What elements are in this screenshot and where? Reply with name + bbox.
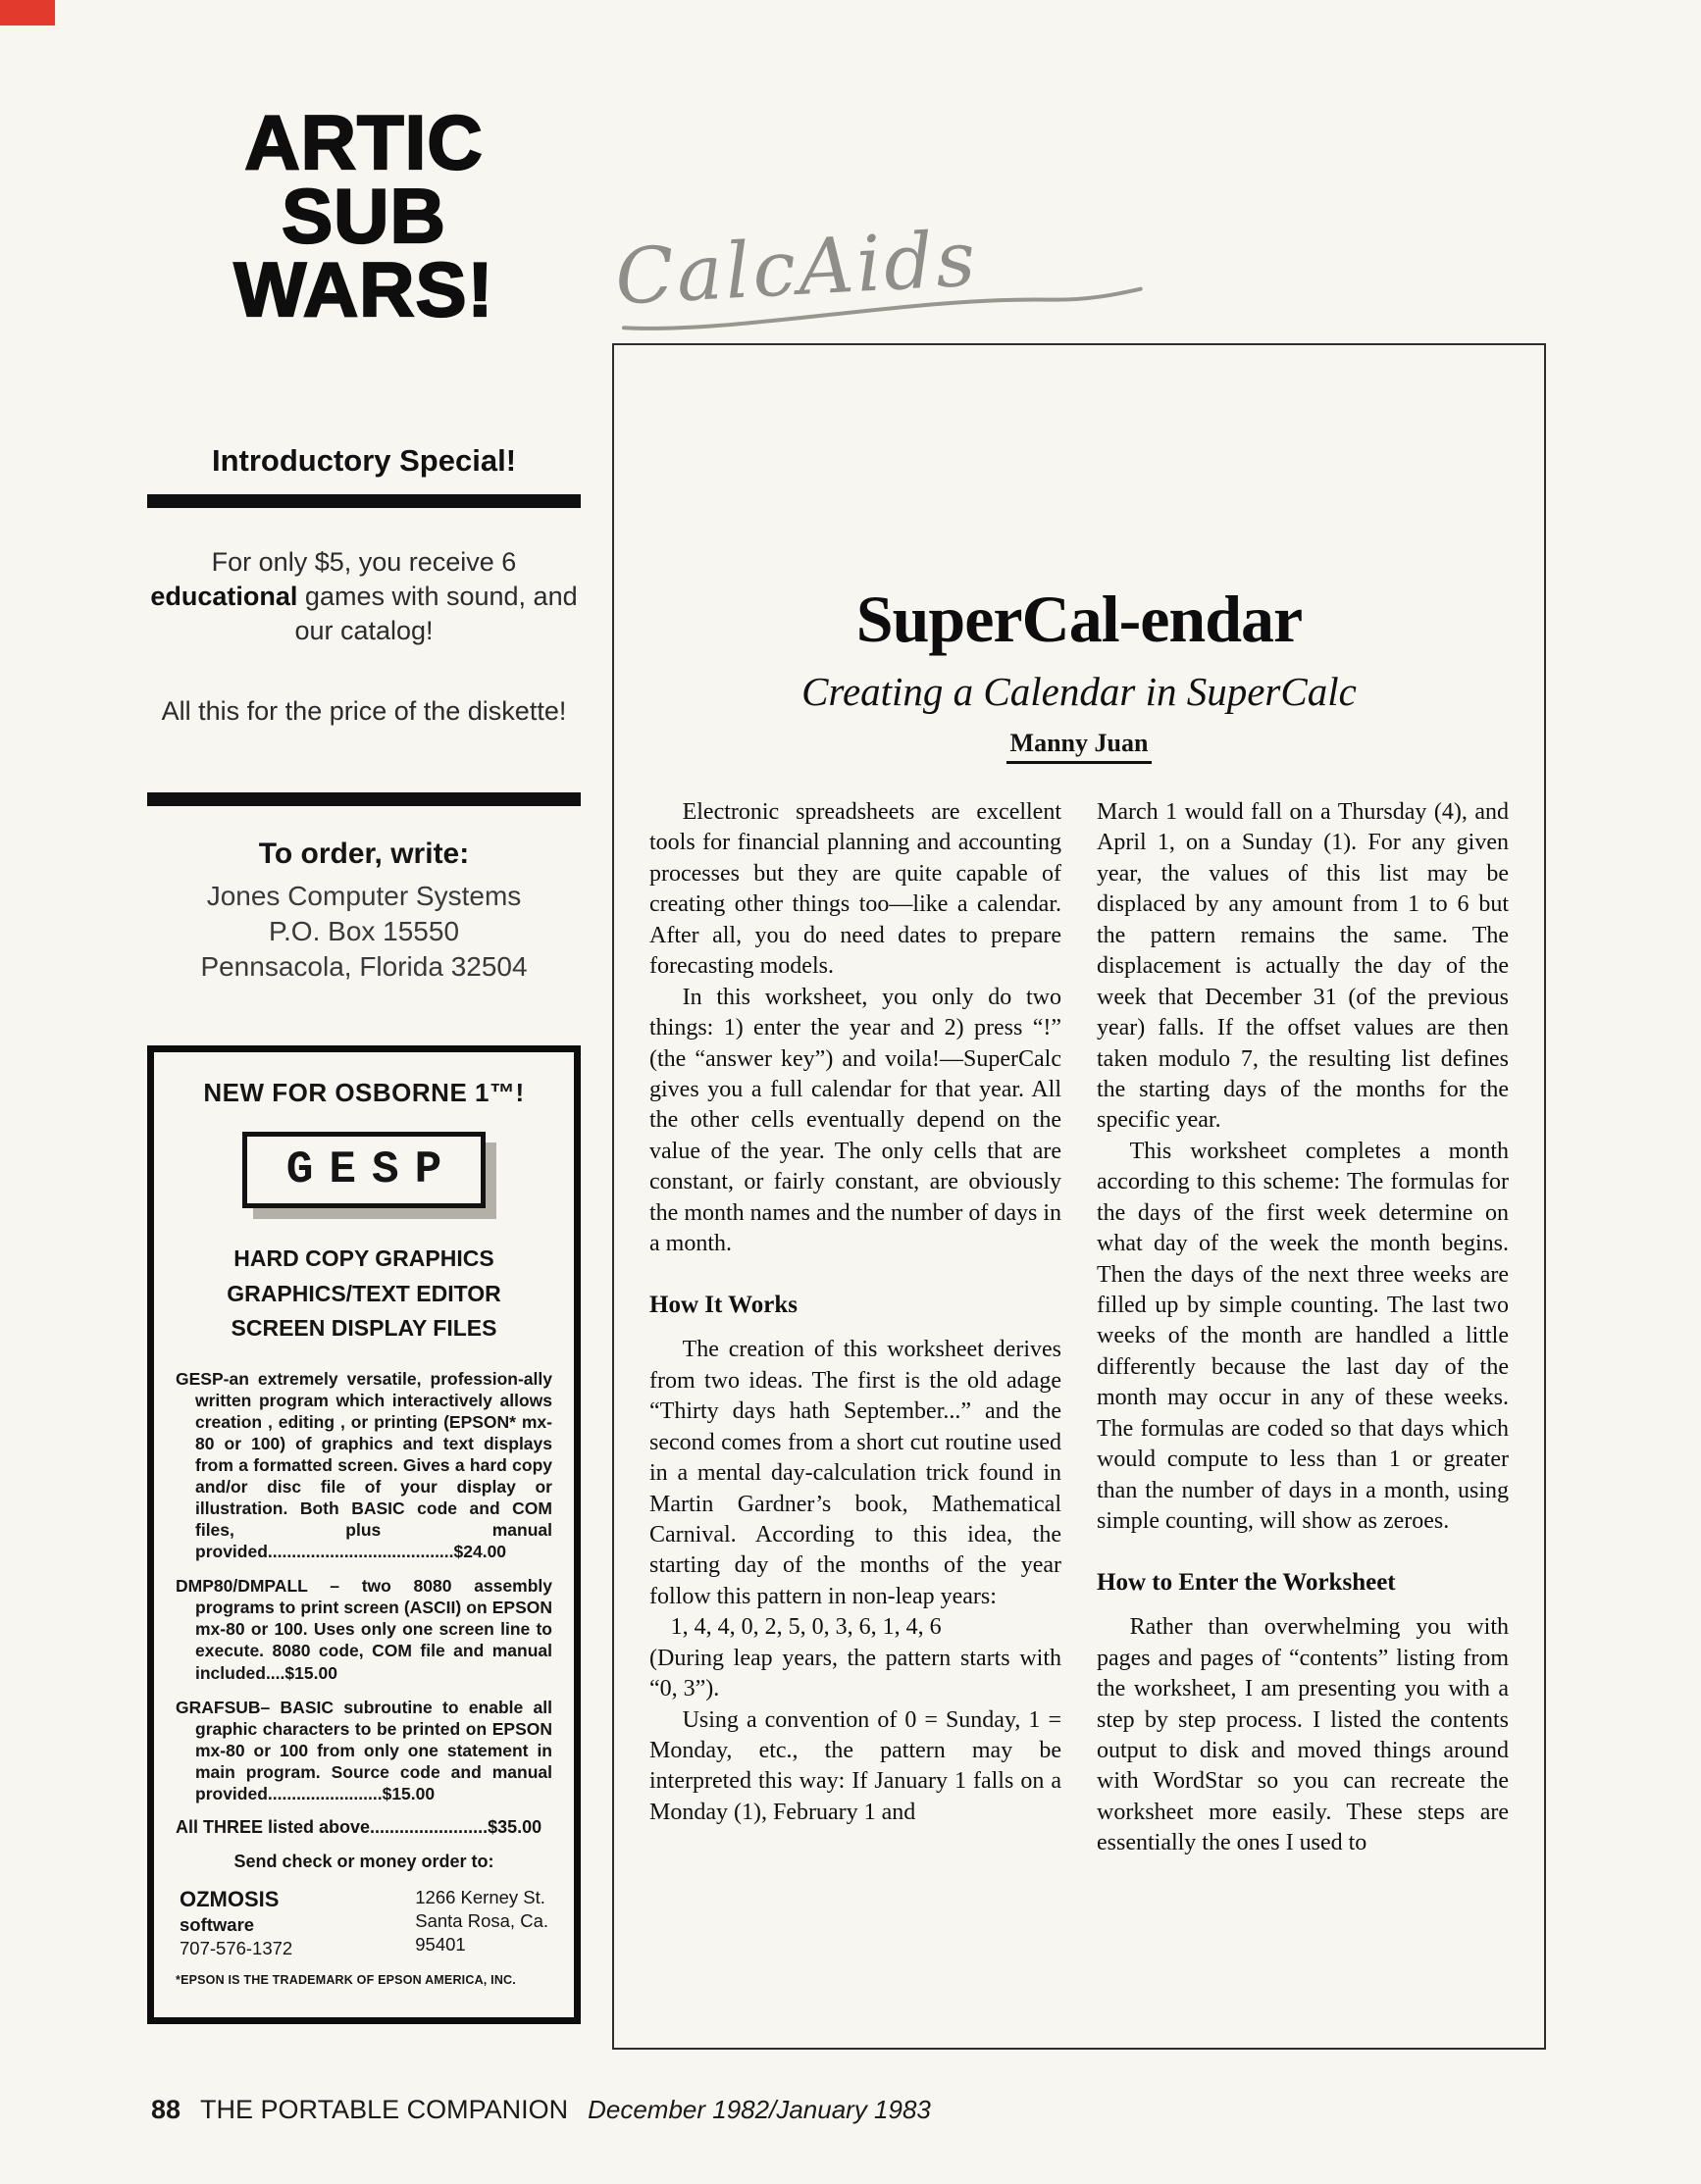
gesp-feature-line: SCREEN DISPLAY FILES xyxy=(231,1315,497,1342)
gesp-company-contact xyxy=(180,1886,292,1961)
article-box xyxy=(612,343,1546,2050)
company-address-line: 1266 Kerney St. xyxy=(415,1886,545,1907)
gesp-product-list xyxy=(176,1368,552,1804)
article-body xyxy=(649,797,1509,1859)
gesp-feature-line: HARD COPY GRAPHICS xyxy=(233,1245,494,1271)
artic-ad-offer2-text: All this for the price of the diskette! xyxy=(161,696,567,726)
gesp-product-item: DMP80/DMPALL – two 8080 assembly programs to print screen (ASCII) on EPSON mx-80 or 100. Uses only one screen line to execute. 8080 code, COM file and manual included....$15.00 xyxy=(176,1576,552,1683)
article-title: SuperCal-endar xyxy=(855,582,1303,656)
article-byline xyxy=(649,729,1509,764)
gesp-all-three-price: All THREE listed above........................$35.00 xyxy=(176,1816,542,1837)
gesp-product-item: GRAFSUB– BASIC subroutine to enable all graphic characters to be printed on EPSON mx-80 or 100 from only one statement in main program. Source code and manual provided........................$15.00 xyxy=(176,1697,552,1803)
offer-text-pre: For only $5, you receive 6 xyxy=(211,547,517,577)
gesp-ad-heading: NEW FOR OSBORNE 1™! xyxy=(203,1078,525,1107)
divider-rule xyxy=(147,494,581,508)
article-paragraph: The creation of this worksheet derives from two ideas. The first is the old adage “Thirty days hath September...” and the second comes from a short cut routine used in a mental day-calculation trick found in Martin Gardner’s book, Mathematical Carnival. According to this idea, the starting day of the months of the year follow this pattern in non-leap years: xyxy=(649,1337,1061,1609)
article-paragraph: This worksheet completes a month according to this scheme: The formulas for the days of the first week determine on what day of the week the month begins. Then the days of the next three weeks are filled up by simple counting. The last two weeks of the month are handled a little differently because the last day of the month may occur in any of these weeks. The formulas are coded so that days which would compute to less than 1 or greater than the number of days in a month, using simple counting, will show as zeroes. xyxy=(1097,1138,1509,1535)
offer-text-bold: educational xyxy=(150,582,298,612)
article-paragraph: Rather than overwhelming you with pages and pages of “contents” listing from the worksheet, I am presenting you with a step by step process. I listed the contents output to disk and moved things around with WordStar so you can recreate the worksheet more easily. These steps are essentially the ones I used to xyxy=(1097,1614,1509,1856)
gesp-company-block xyxy=(176,1886,552,1961)
article-paragraph: Using a convention of 0 = Sunday, 1 = Monday, etc., the pattern may be interpreted this way: If January 1 falls on a Monday (1), February 1 and xyxy=(649,1706,1061,1825)
divider-rule xyxy=(147,792,581,806)
gesp-send-check-line: Send check or money order to: xyxy=(233,1851,494,1871)
byline-name: Manny Juan xyxy=(1006,729,1153,764)
article-paragraph: (During leap years, the pattern starts with “0, 3”). xyxy=(649,1645,1061,1702)
company-name-sub: software xyxy=(180,1914,255,1936)
article-paragraph: Electronic spreadsheets are excellent tools for financial planning and accounting processes but they are quite capable of creating other things too—like a calendar. After all, you do need dates to prepare forecasting models. xyxy=(649,799,1061,980)
gesp-feature-line: GRAPHICS/TEXT EDITOR xyxy=(227,1280,501,1306)
artic-title-line: SUB xyxy=(282,172,446,259)
artic-ad-offer-text xyxy=(147,545,581,648)
offer-text-post: games with sound, and our catalog! xyxy=(294,582,578,646)
address-line: P.O. Box 15550 xyxy=(268,915,460,946)
artic-ad-title xyxy=(147,99,581,332)
article-section-heading: How to Enter the Worksheet xyxy=(1097,1568,1396,1596)
pattern-line: 1, 4, 4, 0, 2, 5, 0, 3, 6, 1, 4, 6 xyxy=(670,1614,942,1641)
gesp-company-address xyxy=(415,1886,548,1961)
handwritten-calcaids-note xyxy=(613,205,1168,361)
page-number: 88 xyxy=(151,2095,181,2124)
article-section-heading: How It Works xyxy=(649,1291,798,1318)
company-address-line: Santa Rosa, Ca. xyxy=(415,1909,548,1931)
gesp-ad-box xyxy=(147,1045,581,2024)
artic-title-line: ARTIC xyxy=(244,99,484,185)
gesp-feature-list xyxy=(176,1242,552,1346)
company-name: OZMOSIS xyxy=(180,1886,280,1911)
artic-ad-subtitle: Introductory Special! xyxy=(211,443,517,478)
issue-date: December 1982/January 1983 xyxy=(588,2095,931,2124)
address-line: Pennsacola, Florida 32504 xyxy=(200,950,528,982)
gesp-trademark-footnote: *EPSON IS THE TRADEMARK OF EPSON AMERICA, INC. xyxy=(176,1972,516,1987)
artic-title-line: WARS! xyxy=(233,245,494,332)
article-column-2 xyxy=(1097,797,1509,1859)
article-subtitle: Creating a Calendar in SuperCalc xyxy=(801,669,1357,714)
article-paragraph: In this worksheet, you only do two things: 1) enter the year and 2) press “!” (the “answer key”) and voila!—SuperCalc gives you a full calendar for that year. All the other cells eventually depend on the value of the year. The only cells that are constant, or fairly constant, are obviously the month names and the number of days in a month. xyxy=(649,984,1061,1257)
handwriting-text: CalcAids xyxy=(612,215,981,323)
address-line: Jones Computer Systems xyxy=(206,881,522,911)
red-corner-mark xyxy=(0,0,55,25)
gesp-product-item: GESP-an extremely versatile, profession-ally written program which interactively allows creation , editing , or printing (EPSON* mx-80 or 100) of graphics and text displays from a formatted screen. Gives a hard copy and/or disc file of your display or illustration. Both BASIC code and COM files, plus manual provided.......................................$24.00 xyxy=(176,1368,552,1562)
artic-ad-order-heading: To order, write: xyxy=(258,838,470,870)
artic-ad-address xyxy=(147,879,581,984)
magazine-name: THE PORTABLE COMPANION xyxy=(200,2095,569,2124)
company-address-line: 95401 xyxy=(415,1933,466,1955)
gesp-logo: GESP xyxy=(242,1132,486,1208)
company-phone: 707-576-1372 xyxy=(180,1938,293,1959)
page-footer xyxy=(151,2095,1132,2125)
article-column-1 xyxy=(649,797,1061,1859)
article-paragraph: March 1 would fall on a Thursday (4), and April 1, on a Sunday (1). For any given year, the values of this list may be displaced by any amount from 1 to 6 but the pattern remains the same. The displacement is actually the day of the week that December 31 (of the previous year) falls. If the offset values are then taken modulo 7, the resulting list defines the starting days of the months for the specific year. xyxy=(1097,799,1509,1134)
